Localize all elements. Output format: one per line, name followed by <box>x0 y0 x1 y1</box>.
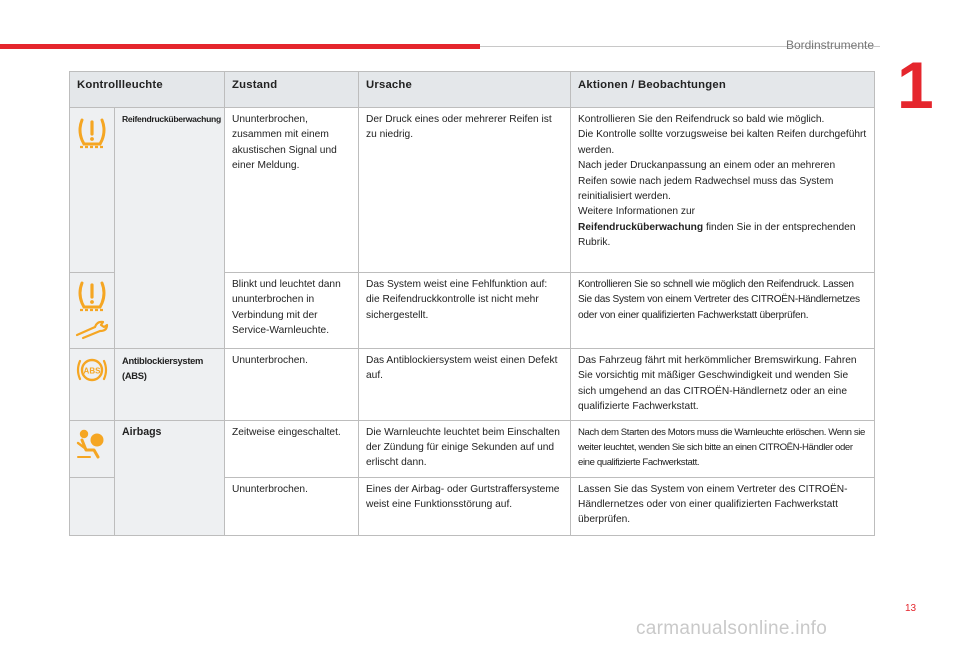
table-row <box>70 108 875 273</box>
icon-cell <box>70 273 115 349</box>
action-text: Kontrollieren Sie den Reifendruck so bald wie möglich. <box>578 114 825 125</box>
state-cell: Ununterbrochen, zusammen mit einem akustischen Signal und einer Meldung. <box>225 108 359 273</box>
state-cell: Blinkt und leuchtet dann ununterbrochen in Verbindung mit der Service-Warnleuchte. <box>225 273 359 349</box>
action-bold-reference: Reifendrucküberwachung <box>578 221 704 233</box>
chapter-number: 1 <box>897 48 934 122</box>
state-cell: Ununterbrochen. <box>225 477 359 535</box>
state-cell: Ununterbrochen. <box>225 349 359 421</box>
action-cell <box>571 108 875 273</box>
light-label-abs: Antiblockiersystem (ABS) <box>122 355 204 381</box>
light-label-airbags: Airbags <box>122 425 162 438</box>
table-header-row <box>70 72 875 108</box>
action-cell: Das Fahrzeug fährt mit herkömmlicher Bremswirkung. Fahren Sie vorsichtig mit mäßiger Geschwindigkeit und wenden Sie sich umgehend an das CITROËN-Händlernetz oder an eine qualifizierte Fachwerkstatt. <box>571 349 875 421</box>
column-header-state: Zustand <box>225 72 359 108</box>
cause-cell: Der Druck eines oder mehrerer Reifen ist zu niedrig. <box>359 108 571 273</box>
light-label-cell <box>115 420 225 535</box>
column-header-action: Aktionen / Beobachtungen <box>571 72 875 108</box>
light-label-tpms: Reifendrucküberwachung <box>122 114 221 124</box>
action-cell: Nach dem Starten des Motors muss die Warnleuchte erlöschen. Wenn sie weiter leuchtet, wenden Sie sich bitte an einen CITROËN-Händler oder eine qualifizierte Fachwerkstatt. <box>571 420 875 477</box>
state-cell: Zeitweise eingeschaltet. <box>225 420 359 477</box>
icon-cell <box>70 349 115 421</box>
light-label-cell <box>115 108 225 349</box>
cause-cell: Eines der Airbag- oder Gurtstraffersysteme weist eine Funktionsstörung auf. <box>359 477 571 535</box>
table-row <box>70 420 875 477</box>
section-title: Bordinstrumente <box>785 38 874 52</box>
action-text: Die Kontrolle sollte vorzugsweise bei kalten Reifen durchgeführt werden. <box>578 129 867 156</box>
column-header-light: Kontrollleuchte <box>70 72 225 108</box>
cause-cell: Die Warnleuchte leuchtet beim Einschalten der Zündung für einige Sekunden auf und erlischt dann. <box>359 420 571 477</box>
tire-pressure-warning-icon <box>74 114 110 150</box>
tire-pressure-service-icon <box>73 279 111 341</box>
svg-text:ABS: ABS <box>83 366 101 376</box>
page-number: 13 <box>905 603 917 614</box>
column-header-cause: Ursache <box>359 72 571 108</box>
action-cell: Lassen Sie das System von einem Vertreter des CITROËN-Händlernetzes oder von einer qualifizierten Fachwerkstatt überprüfen. <box>571 477 875 535</box>
action-cell: Kontrollieren Sie so schnell wie möglich den Reifendruck. Lassen Sie das System von einem Vertreter des CITROËN-Händlernetzes oder von einer qualifizierten Fachwerkstatt überprüfen. <box>571 273 875 349</box>
cause-cell: Das System weist eine Fehlfunktion auf: die Reifendruckkontrolle ist nicht mehr sichergestellt. <box>359 273 571 349</box>
cause-cell: Das Antiblockiersystem weist einen Defekt auf. <box>359 349 571 421</box>
icon-cell <box>70 420 115 477</box>
warning-lights-table <box>69 71 875 536</box>
icon-cell <box>70 108 115 273</box>
light-label-cell <box>115 349 225 421</box>
table-row <box>70 349 875 421</box>
icon-cell <box>70 477 115 535</box>
header-accent-bar <box>0 44 480 49</box>
action-text: Nach jeder Druckanpassung an einem oder an mehreren Reifen sowie nach jedem Radwechsel muss das System reinitialisiert werden. <box>578 160 836 203</box>
watermark: carmanualsonline.info <box>636 618 828 639</box>
action-text: Weitere Informationen zur <box>578 206 696 218</box>
action-text: finden Sie in der entsprechenden Rubrik. <box>578 221 856 249</box>
abs-warning-icon <box>75 355 109 385</box>
airbag-warning-icon <box>74 427 110 461</box>
